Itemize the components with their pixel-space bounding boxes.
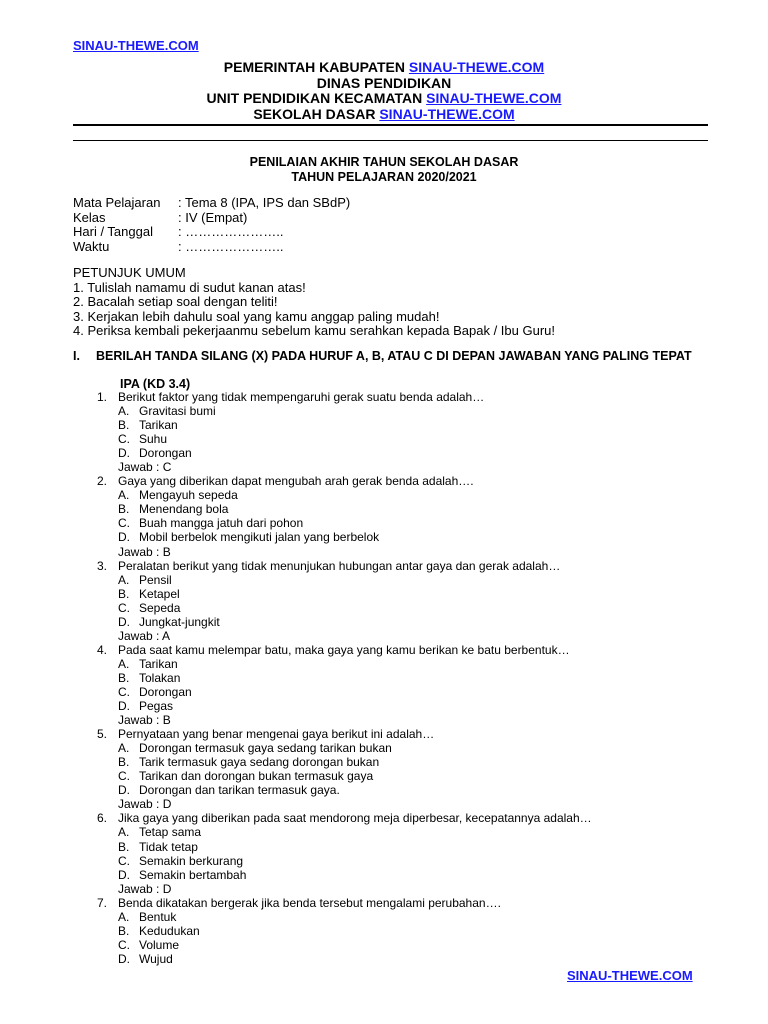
header-unit-text: UNIT PENDIDIKAN KECAMATAN (206, 90, 427, 106)
option-letter: C. (118, 516, 130, 531)
answer-option (97, 769, 592, 783)
exam-title-line-2: TAHUN PELAJARAN 2020/2021 (291, 170, 477, 184)
question-item (97, 390, 592, 474)
option-letter: B. (118, 502, 130, 517)
answer-option (97, 615, 592, 629)
option-text: Mengayuh sepeda (139, 488, 238, 503)
answer-option (97, 699, 592, 713)
question-number: 1. (97, 390, 108, 404)
answer-option (97, 418, 592, 432)
option-letter: B. (118, 923, 130, 938)
instruction-item: 1. Tulislah namamu di sudut kanan atas! (73, 279, 306, 295)
answer-key: Jawab : B (118, 713, 171, 728)
option-text: Tidak tetap (139, 839, 198, 854)
option-letter: C. (118, 853, 130, 868)
answer-key: Jawab : D (118, 797, 172, 812)
info-label: Mata Pelajaran (73, 195, 161, 210)
option-text: Tarikan dan dorongan bukan termasuk gaya (139, 769, 374, 784)
answer-option (97, 854, 592, 868)
answer-option (97, 587, 592, 601)
info-label: Hari / Tanggal (73, 224, 153, 239)
option-letter: D. (118, 867, 130, 882)
option-letter: A. (118, 404, 130, 419)
header-school-link[interactable]: SINAU-THEWE.COM (379, 105, 515, 122)
option-text: Tarikan (139, 418, 178, 433)
header-school-text: SEKOLAH DASAR (253, 105, 380, 122)
info-row-time (73, 240, 350, 255)
exam-title (0, 155, 768, 185)
answer-option (97, 868, 592, 882)
general-instructions (73, 266, 555, 339)
exam-info (73, 196, 350, 254)
info-row-class (73, 211, 350, 226)
answer-option (97, 910, 592, 924)
option-text: Dorongan (139, 446, 192, 461)
option-text: Pegas (139, 699, 174, 714)
instruction-item: 2. Bacalah setiap soal dengan teliti! (73, 294, 278, 310)
question-item (97, 559, 592, 643)
question-number: 2. (97, 474, 108, 489)
answer-option (97, 530, 592, 544)
question-number: 5. (97, 727, 108, 742)
option-letter: D. (118, 699, 130, 714)
option-letter: D. (118, 614, 130, 629)
answer-option (97, 952, 592, 966)
header-divider-thin (73, 140, 708, 141)
answer-key: Jawab : C (118, 460, 172, 475)
option-letter: A. (118, 572, 130, 587)
question-item (97, 727, 592, 811)
option-text: Semakin bertambah (139, 867, 247, 882)
answer-option (97, 573, 592, 587)
option-text: Semakin berkurang (139, 853, 244, 868)
instruction-item: 4. Periksa kembali pekerjaanmu sebelum kamu serahkan kepada Bapak / Ibu Guru! (73, 323, 555, 339)
option-letter: A. (118, 741, 130, 756)
answer-option (97, 657, 592, 671)
instructions-heading: PETUNJUK UMUM (73, 265, 186, 280)
info-value: : ………………….. (178, 224, 284, 239)
question-text: Peralatan berikut yang tidak menunjukan hubungan antar gaya dan gerak adalah… (118, 558, 561, 573)
instruction-item: 3. Kerjakan lebih dahulu soal yang kamu anggap paling mudah! (73, 308, 440, 324)
question-number: 3. (97, 558, 108, 573)
question-item (97, 474, 592, 558)
question-text: Berikut faktor yang tidak mempengaruhi gerak suatu benda adalah… (118, 390, 485, 404)
question-row (97, 474, 592, 488)
question-row (97, 559, 592, 573)
option-text: Ketapel (139, 586, 180, 601)
question-text: Gaya yang diberikan dapat mengubah arah gerak benda adalah…. (118, 474, 474, 489)
option-text: Menendang bola (139, 502, 229, 517)
answer-option (97, 516, 592, 530)
option-text: Bentuk (139, 909, 177, 924)
answer-option (97, 404, 592, 418)
answer-option (97, 840, 592, 854)
answer-key: Jawab : D (118, 881, 172, 896)
answer-option (97, 671, 592, 685)
answer-option (97, 741, 592, 755)
header-unit-link[interactable]: SINAU-THEWE.COM (426, 90, 562, 106)
info-label: Waktu (73, 238, 110, 254)
section-instruction: BERILAH TANDA SILANG (X) PADA HURUF A, B, ATAU C DI DEPAN JAWABAN YANG PALING TEPAT (96, 349, 692, 363)
section-number: I. (73, 349, 80, 363)
option-letter: A. (118, 656, 130, 671)
option-letter: C. (118, 937, 130, 952)
option-letter: A. (118, 825, 130, 840)
info-value: : IV (Empat) (178, 209, 248, 225)
question-item (97, 643, 592, 727)
option-text: Tolakan (139, 670, 181, 685)
question-number: 4. (97, 642, 108, 657)
info-label: Kelas (73, 209, 106, 225)
option-letter: B. (118, 670, 130, 685)
question-text: Pernyataan yang benar mengenai gaya berikut ini adalah… (118, 727, 435, 742)
option-text: Dorongan termasuk gaya sedang tarikan bukan (139, 741, 392, 756)
answer-option (97, 601, 592, 615)
question-item (97, 811, 592, 895)
option-letter: B. (118, 418, 130, 433)
option-text: Kedudukan (139, 923, 200, 938)
option-letter: C. (118, 684, 130, 699)
question-row (97, 390, 592, 404)
answer-option (97, 783, 592, 797)
question-number: 7. (97, 895, 108, 910)
option-text: Tarik termasuk gaya sedang dorongan bukan (139, 755, 380, 770)
question-row (97, 811, 592, 825)
header-divider-thick (73, 124, 708, 126)
answer-option (97, 502, 592, 516)
question-item (97, 896, 592, 966)
header-government-text: PEMERINTAH KABUPATEN (223, 59, 409, 75)
option-text: Jungkat-jungkit (139, 614, 220, 629)
question-number: 6. (97, 811, 108, 826)
answer-option (97, 938, 592, 952)
option-letter: A. (118, 909, 130, 924)
top-site-link[interactable]: SINAU-THEWE.COM (73, 38, 199, 53)
option-text: Dorongan dan tarikan termasuk gaya. (139, 783, 340, 798)
option-letter: B. (118, 586, 130, 601)
header-line-3 (0, 91, 768, 107)
header-government-link[interactable]: SINAU-THEWE.COM (408, 59, 545, 75)
question-list (97, 390, 592, 966)
info-row-date (73, 225, 350, 240)
option-text: Tarikan (139, 656, 178, 671)
question-text: Pada saat kamu melempar batu, maka gaya yang kamu berikan ke batu berbentuk… (118, 642, 570, 657)
question-row (97, 727, 592, 741)
bottom-site-link[interactable]: SINAU-THEWE.COM (567, 968, 693, 983)
header-line-4 (0, 107, 768, 123)
option-letter: B. (118, 839, 130, 854)
info-row-subject (73, 196, 350, 211)
option-text: Sepeda (139, 600, 181, 615)
option-letter: D. (118, 446, 130, 461)
option-letter: C. (118, 600, 130, 615)
answer-option (97, 825, 592, 839)
option-text: Mobil berbelok mengikuti jalan yang berbelok (139, 530, 380, 545)
option-letter: D. (118, 530, 130, 545)
answer-option (97, 685, 592, 699)
answer-option (97, 755, 592, 769)
option-text: Suhu (139, 432, 168, 447)
header-line-2: DINAS PENDIDIKAN (316, 74, 452, 91)
answer-key: Jawab : A (118, 628, 171, 643)
header-line-1 (0, 60, 768, 76)
answer-option (97, 432, 592, 446)
option-text: Gravitasi bumi (139, 404, 216, 419)
answer-option (97, 488, 592, 502)
section-subheading: IPA (KD 3.4) (120, 377, 191, 391)
option-letter: B. (118, 755, 130, 770)
school-header (0, 60, 768, 122)
answer-option (97, 446, 592, 460)
option-text: Wujud (139, 951, 173, 966)
answer-option (97, 924, 592, 938)
option-letter: C. (118, 769, 130, 784)
exam-title-line-1: PENILAIAN AKHIR TAHUN SEKOLAH DASAR (249, 155, 519, 169)
option-letter: D. (118, 783, 130, 798)
option-letter: D. (118, 951, 130, 966)
question-text: Benda dikatakan bergerak jika benda tersebut mengalami perubahan…. (118, 895, 501, 910)
option-text: Pensil (139, 572, 172, 587)
option-text: Dorongan (139, 684, 192, 699)
option-text: Buah mangga jatuh dari pohon (139, 516, 304, 531)
option-text: Volume (139, 937, 180, 952)
question-row (97, 896, 592, 910)
option-letter: C. (118, 432, 130, 447)
option-text: Tetap sama (139, 825, 202, 840)
answer-key: Jawab : B (118, 544, 171, 559)
question-row (97, 643, 592, 657)
question-text: Jika gaya yang diberikan pada saat mendorong meja diperbesar, kecepatannya adalah… (118, 811, 592, 826)
info-value: : ………………….. (178, 238, 284, 254)
info-value: : Tema 8 (IPA, IPS dan SBdP) (178, 195, 351, 210)
option-letter: A. (118, 488, 130, 503)
